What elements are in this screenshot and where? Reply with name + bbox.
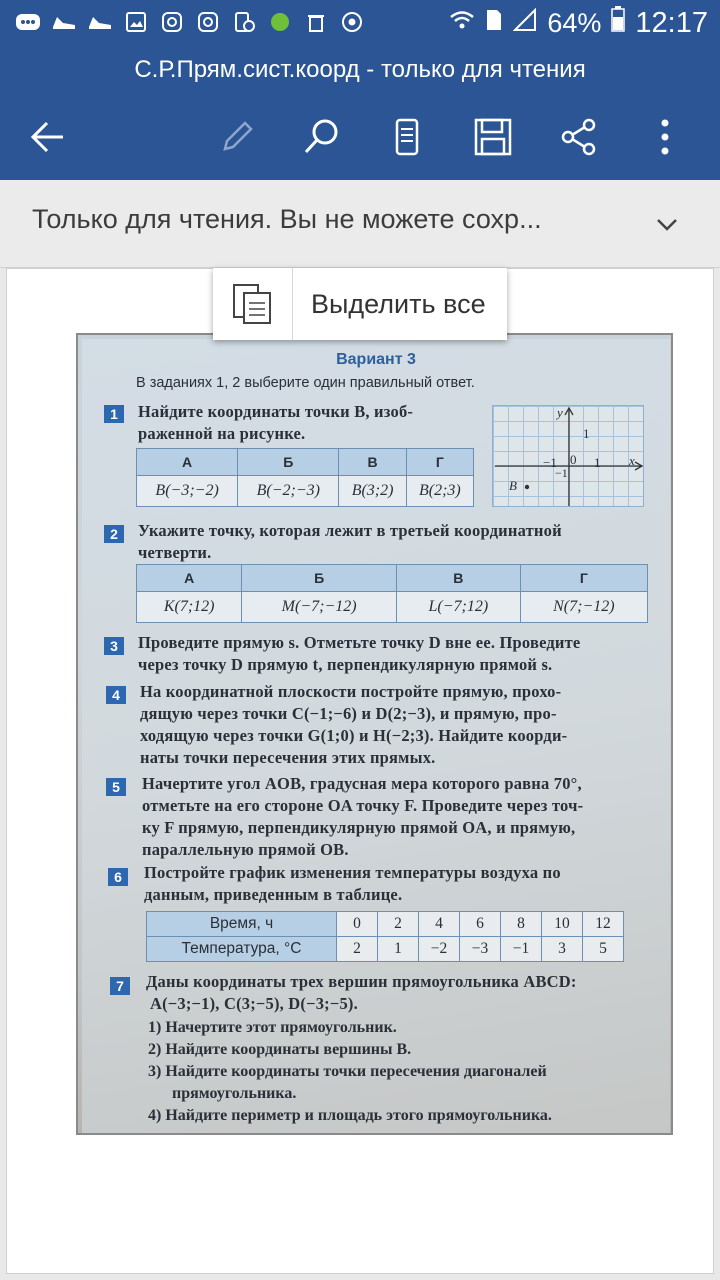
task-line: Начертите угол AOB, градусная мера которого равна 70°, <box>142 774 582 793</box>
notification-icons <box>14 8 366 36</box>
x-tick-label: 1 <box>594 455 601 470</box>
search-button[interactable] <box>296 112 346 162</box>
task-line: Укажите точку, которая лежит в третьей координатной <box>138 521 562 540</box>
task-line: через точку D прямую t, перпендикулярную прямой s. <box>138 655 553 674</box>
table-header-cell: А <box>137 565 242 592</box>
table-header-row <box>137 449 474 476</box>
table-cell: 6 <box>460 912 501 937</box>
table-header-cell: Б <box>238 449 339 476</box>
task-line: A(−3;−1), C(3;−5), D(−3;−5). <box>150 994 358 1013</box>
task-line: параллельную прямой OB. <box>142 840 349 859</box>
intro-text: В заданиях 1, 2 выберите один правильный ответ. <box>136 375 475 391</box>
task-7-item: 1) Начертите этот прямоугольник. <box>148 1019 397 1036</box>
back-arrow-icon <box>27 117 67 157</box>
task-line: ходящую через точки G(1;0) и H(−2;3). Найдите коорди- <box>140 726 568 745</box>
task-line: отметьте на его стороне OA точку F. Проведите через точ- <box>142 796 584 815</box>
coordinate-grid <box>492 405 644 507</box>
table-cell: B(3;2) <box>339 476 406 507</box>
battery-percent: 64% <box>547 7 602 38</box>
task-number: 5 <box>106 778 126 796</box>
task-number: 7 <box>110 977 130 995</box>
back-button[interactable] <box>22 112 72 162</box>
task-line: Проведите прямую s. Отметьте точку D вне ее. Проведите <box>138 633 581 652</box>
table-cell: M(−7;−12) <box>242 592 397 623</box>
task-4-text <box>140 681 567 769</box>
task-7-item: 4) Найдите периметр и площадь этого прямоугольника. <box>148 1107 552 1124</box>
table-cell: −2 <box>419 937 460 962</box>
security-app-icon <box>266 8 294 36</box>
table-cell: 12 <box>583 912 624 937</box>
origin-label: 0 <box>570 452 577 467</box>
table-cell: 2 <box>378 912 419 937</box>
x-tick-label: −1 <box>543 455 557 470</box>
save-button[interactable] <box>468 112 518 162</box>
more-options-button[interactable] <box>640 112 690 162</box>
task-5-text <box>142 773 583 861</box>
task-line: наты точки пересечения этих прямых. <box>140 748 436 767</box>
table-header-cell: Г <box>520 565 647 592</box>
task-line: ку F прямую, перпендикулярную прямой OA, и прямую, <box>142 818 576 837</box>
window-title: С.Р.Прям.сист.коорд - только для чтения <box>0 46 720 94</box>
save-icon <box>473 117 513 157</box>
share-button[interactable] <box>554 112 604 162</box>
table-header-cell: Г <box>406 449 473 476</box>
search-icon <box>301 117 341 157</box>
mobile-view-button[interactable] <box>382 112 432 162</box>
mobile-view-icon <box>387 117 427 157</box>
table-cell: 5 <box>583 937 624 962</box>
app-usage-icon <box>230 8 258 36</box>
worksheet-page <box>82 339 670 1135</box>
task-line: четверти. <box>138 543 212 562</box>
table-cell: L(−7;12) <box>396 592 520 623</box>
status-right <box>449 6 708 40</box>
table-cell: 0 <box>337 912 378 937</box>
share-icon <box>559 117 599 157</box>
message-icon <box>14 8 42 36</box>
table-cell: N(7;−12) <box>520 592 647 623</box>
task-line: дящую через точки C(−1;−6) и D(2;−3), и прямую, про- <box>140 704 557 723</box>
task-line: Найдите координаты точки B, изоб- <box>138 402 414 421</box>
table-cell: 1 <box>378 937 419 962</box>
y-axis-label: y <box>557 405 563 420</box>
shoe-icon <box>50 8 78 36</box>
table-header-cell: Б <box>242 565 397 592</box>
chrome-icon <box>338 8 366 36</box>
temperature-table <box>146 911 624 962</box>
select-all-button[interactable]: Выделить все <box>311 288 486 319</box>
task-7-item: прямоугольника. <box>172 1085 297 1102</box>
shoe-icon <box>86 8 114 36</box>
row-label: Время, ч <box>147 912 337 937</box>
task-number: 3 <box>104 637 124 655</box>
gallery-icon <box>122 8 150 36</box>
task-line: На координатной плоскости постройте прямую, прохо- <box>140 682 562 701</box>
task-number: 6 <box>108 868 128 886</box>
table-cell: 2 <box>337 937 378 962</box>
table-cell: 10 <box>542 912 583 937</box>
table-header-cell: В <box>339 449 406 476</box>
task-line: Даны координаты трех вершин прямоугольника ABCD: <box>146 972 577 991</box>
table-row <box>137 592 648 623</box>
more-vertical-icon <box>645 117 685 157</box>
worksheet-photo[interactable] <box>76 333 673 1135</box>
pencil-icon <box>217 117 257 157</box>
point-label: B <box>509 478 517 493</box>
task-number: 4 <box>106 686 126 704</box>
task-1-answer-table <box>136 448 474 507</box>
row-label: Температура, °C <box>147 937 337 962</box>
read-only-banner[interactable] <box>0 180 720 268</box>
table-cell: B(−2;−3) <box>238 476 339 507</box>
signal-icon <box>513 6 537 40</box>
task-6-text <box>144 862 561 906</box>
task-7-item: 3) Найдите координаты точки пересечения диагоналей <box>148 1063 547 1080</box>
status-bar <box>0 0 720 46</box>
table-cell: 4 <box>419 912 460 937</box>
table-row <box>147 912 624 937</box>
table-header-row <box>137 565 648 592</box>
table-cell: B(2;3) <box>406 476 473 507</box>
y-tick-label: −1 <box>555 466 568 480</box>
task-7-item: 2) Найдите координаты вершины B. <box>148 1041 412 1058</box>
task-3-text <box>138 632 580 676</box>
edit-button[interactable] <box>212 112 262 162</box>
read-only-message: Только для чтения. Вы не можете сохр... <box>32 204 542 234</box>
table-cell: −3 <box>460 937 501 962</box>
variant-title: Вариант 3 <box>336 351 416 368</box>
x-axis-label: x <box>629 453 635 468</box>
selection-popup <box>213 268 507 340</box>
task-1-text <box>138 401 413 445</box>
instagram-icon <box>158 8 186 36</box>
chevron-down-icon[interactable] <box>652 210 682 240</box>
task-line: данным, приведенным в таблице. <box>144 885 403 904</box>
app-toolbar <box>0 94 720 180</box>
instagram-icon <box>194 8 222 36</box>
copy-icon <box>230 281 276 327</box>
task-2-text <box>138 520 562 564</box>
table-header-cell: А <box>137 449 238 476</box>
battery-icon <box>611 6 625 40</box>
wifi-icon <box>449 6 475 40</box>
copy-button[interactable] <box>213 268 293 340</box>
table-cell: −1 <box>501 937 542 962</box>
task-number: 2 <box>104 525 124 543</box>
sim-icon <box>485 6 503 40</box>
task-7-text <box>146 971 577 1015</box>
table-cell: B(−3;−2) <box>137 476 238 507</box>
trash-icon <box>302 8 330 36</box>
task-number: 1 <box>104 405 124 423</box>
y-tick-label: 1 <box>583 426 590 441</box>
table-cell: K(7;12) <box>137 592 242 623</box>
table-row <box>137 476 474 507</box>
table-row <box>147 937 624 962</box>
table-cell: 3 <box>542 937 583 962</box>
task-line: Постройте график изменения температуры воздуха по <box>144 863 561 882</box>
table-cell: 8 <box>501 912 542 937</box>
task-line: раженной на рисунке. <box>138 424 306 443</box>
clock: 12:17 <box>635 6 708 39</box>
table-header-cell: В <box>396 565 520 592</box>
task-2-answer-table <box>136 564 648 623</box>
